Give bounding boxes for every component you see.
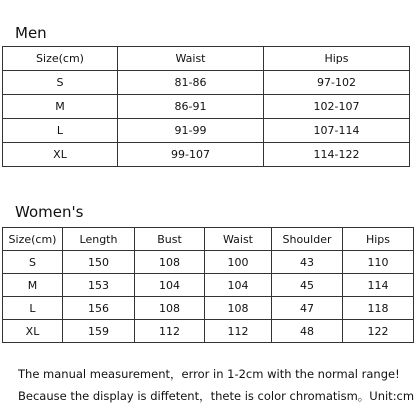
table-cell: 91-99 bbox=[118, 119, 264, 143]
table-cell: 112 bbox=[135, 320, 205, 343]
header-cell: Waist bbox=[118, 47, 264, 71]
table-header-row bbox=[3, 228, 414, 251]
header-cell: Shoulder bbox=[272, 228, 343, 251]
table-cell: S bbox=[3, 71, 118, 95]
table-cell: 150 bbox=[63, 251, 135, 274]
table-cell: 108 bbox=[205, 297, 272, 320]
table-cell: 159 bbox=[63, 320, 135, 343]
table-cell: 86-91 bbox=[118, 95, 264, 119]
women-section-title: Women's bbox=[15, 203, 84, 221]
table-cell: 100 bbox=[205, 251, 272, 274]
women-size-table bbox=[2, 227, 414, 343]
table-cell: 97-102 bbox=[264, 71, 410, 95]
table-cell: 102-107 bbox=[264, 95, 410, 119]
measurement-note: The manual measurement，error in 1-2cm with the normal range! bbox=[18, 367, 400, 381]
table-cell: 110 bbox=[343, 251, 414, 274]
table-cell: 45 bbox=[272, 274, 343, 297]
table-row bbox=[3, 143, 410, 167]
table-cell: 118 bbox=[343, 297, 414, 320]
header-cell: Bust bbox=[135, 228, 205, 251]
color-note: Because the display is diffetent，thete is color chromatism。Unit:cm bbox=[18, 389, 415, 403]
table-row bbox=[3, 95, 410, 119]
table-row bbox=[3, 251, 414, 274]
table-cell: 47 bbox=[272, 297, 343, 320]
table-cell: 108 bbox=[135, 251, 205, 274]
header-cell: Size(cm) bbox=[3, 228, 63, 251]
table-row bbox=[3, 320, 414, 343]
table-cell: 122 bbox=[343, 320, 414, 343]
table-cell: 81-86 bbox=[118, 71, 264, 95]
header-cell: Length bbox=[63, 228, 135, 251]
table-cell: S bbox=[3, 251, 63, 274]
table-cell: 48 bbox=[272, 320, 343, 343]
table-header-row bbox=[3, 47, 410, 71]
table-row bbox=[3, 274, 414, 297]
table-row bbox=[3, 71, 410, 95]
table-cell: XL bbox=[3, 320, 63, 343]
table-cell: 43 bbox=[272, 251, 343, 274]
table-cell: L bbox=[3, 119, 118, 143]
table-cell: 104 bbox=[135, 274, 205, 297]
header-cell: Waist bbox=[205, 228, 272, 251]
table-cell: 107-114 bbox=[264, 119, 410, 143]
men-size-table bbox=[2, 46, 410, 167]
table-cell: L bbox=[3, 297, 63, 320]
table-cell: 153 bbox=[63, 274, 135, 297]
table-cell: M bbox=[3, 274, 63, 297]
table-cell: XL bbox=[3, 143, 118, 167]
table-cell: M bbox=[3, 95, 118, 119]
table-row bbox=[3, 297, 414, 320]
men-section-title: Men bbox=[15, 24, 47, 42]
table-cell: 114-122 bbox=[264, 143, 410, 167]
table-cell: 112 bbox=[205, 320, 272, 343]
table-cell: 114 bbox=[343, 274, 414, 297]
table-cell: 104 bbox=[205, 274, 272, 297]
header-cell: Hips bbox=[343, 228, 414, 251]
table-cell: 156 bbox=[63, 297, 135, 320]
header-cell: Hips bbox=[264, 47, 410, 71]
header-cell: Size(cm) bbox=[3, 47, 118, 71]
table-cell: 108 bbox=[135, 297, 205, 320]
table-cell: 99-107 bbox=[118, 143, 264, 167]
table-row bbox=[3, 119, 410, 143]
